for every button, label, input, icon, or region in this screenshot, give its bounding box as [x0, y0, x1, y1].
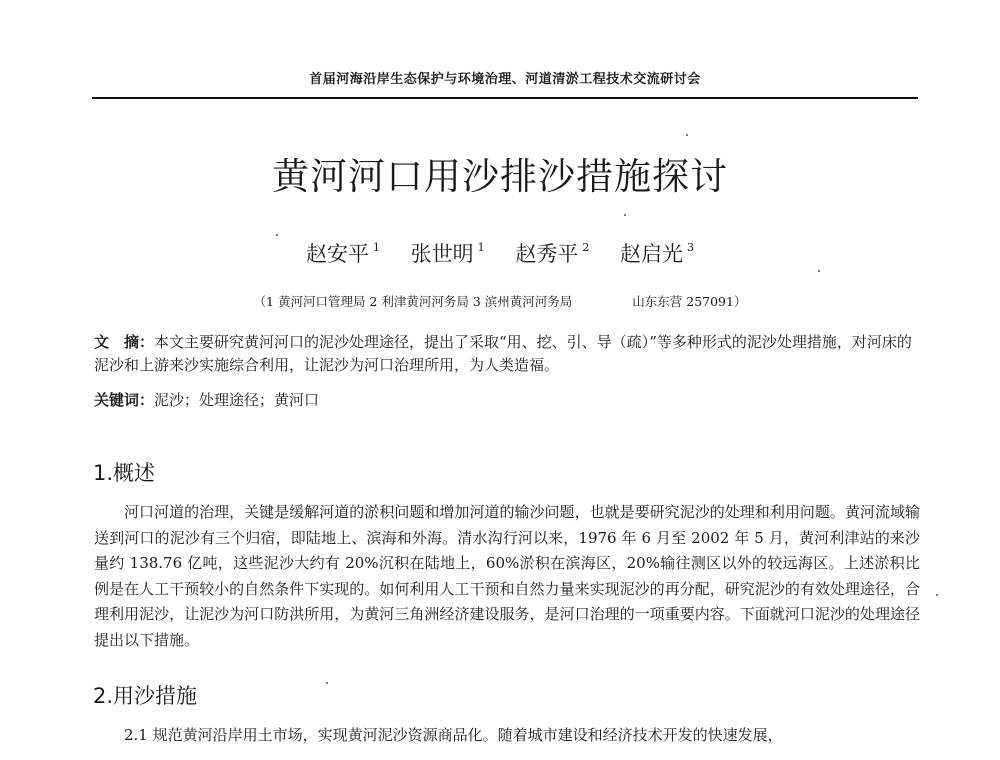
section-heading-overview: 1.概述 — [93, 461, 156, 485]
abstract — [94, 331, 924, 377]
author — [411, 238, 485, 268]
abstract-label: 文 摘： — [94, 333, 155, 351]
affiliations — [0, 292, 1000, 310]
section-heading-sand-use: 2.用沙措施 — [93, 684, 198, 708]
author-name: 赵秀平 — [515, 242, 579, 266]
author-list — [0, 238, 1000, 268]
author-name: 赵安平 — [305, 242, 369, 266]
running-header: 首届河海沿岸生态保护与环境治理、河道清淤工程技术交流研讨会 — [309, 72, 701, 87]
scan-speck — [818, 270, 820, 272]
keywords — [94, 389, 924, 410]
section-paragraph-sand-use: 2.1 规范黄河沿岸用土市场，实现黄河泥沙资源商品化。随着城市建设和经济技术开发的快速发展， — [124, 726, 783, 744]
scan-speck — [686, 134, 688, 136]
abstract-text: 本文主要研究黄河河口的泥沙处理途径，提出了采取“用、挖、引、导（疏）”等多种形式的泥沙处理措施，对河床的泥沙和上游来沙实施综合利用，让泥沙为河口治理所用，为人类造福。 — [94, 333, 912, 374]
author-affiliation-mark: 3 — [687, 241, 695, 254]
keywords-label: 关键词： — [94, 391, 155, 409]
header-rule — [92, 97, 918, 99]
author-affiliation-mark: 1 — [372, 241, 380, 254]
author — [515, 238, 589, 268]
author-affiliation-mark: 1 — [477, 241, 485, 254]
author-name: 张世明 — [410, 242, 474, 266]
author-affiliation-mark: 2 — [582, 241, 590, 254]
author — [620, 238, 694, 268]
scan-speck — [326, 682, 328, 684]
keywords-text: 泥沙；处理途径；黄河口 — [154, 391, 320, 409]
affiliation-location: 山东东营 257091） — [632, 294, 747, 309]
section-paragraph-overview: 河口河道的治理，关键是缓解河道的淤积问题和增加河道的输沙问题，也就是要研究泥沙的处理和利用问题。黄河流域输送到河口的泥沙有三个归宿，即陆地上、滨海和外海。清水沟行河以来，1976 年 6 月至 2002 年 5 月，黄河利津站的来沙量约 138.76 亿吨，这些泥沙大约有 20%沉积在陆地上，60%淤积在滨海区，20%输往测区以外的较远海区。上述淤积比例是在人工干预较小的自然条件下实现的。如何利用人工干预和自然力量来实现泥沙的再分配，研究泥沙的有效处理途径，合理利用泥沙，让泥沙为河口防洪所用，为黄河三角洲经济建设服务，是河口治理的一项重要内容。下面就河口泥沙的处理途径提出以下措施。 — [94, 503, 920, 649]
scan-speck — [276, 234, 278, 236]
paper-title: 黄河河口用沙排沙措施探讨 — [272, 155, 728, 198]
affiliation-units: （1 黄河河口管理局 2 利津黄河河务局 3 滨州黄河河务局 — [253, 294, 573, 309]
scan-speck — [936, 594, 938, 596]
scan-speck — [624, 214, 626, 216]
author — [306, 238, 380, 268]
author-name: 赵启光 — [620, 242, 684, 266]
